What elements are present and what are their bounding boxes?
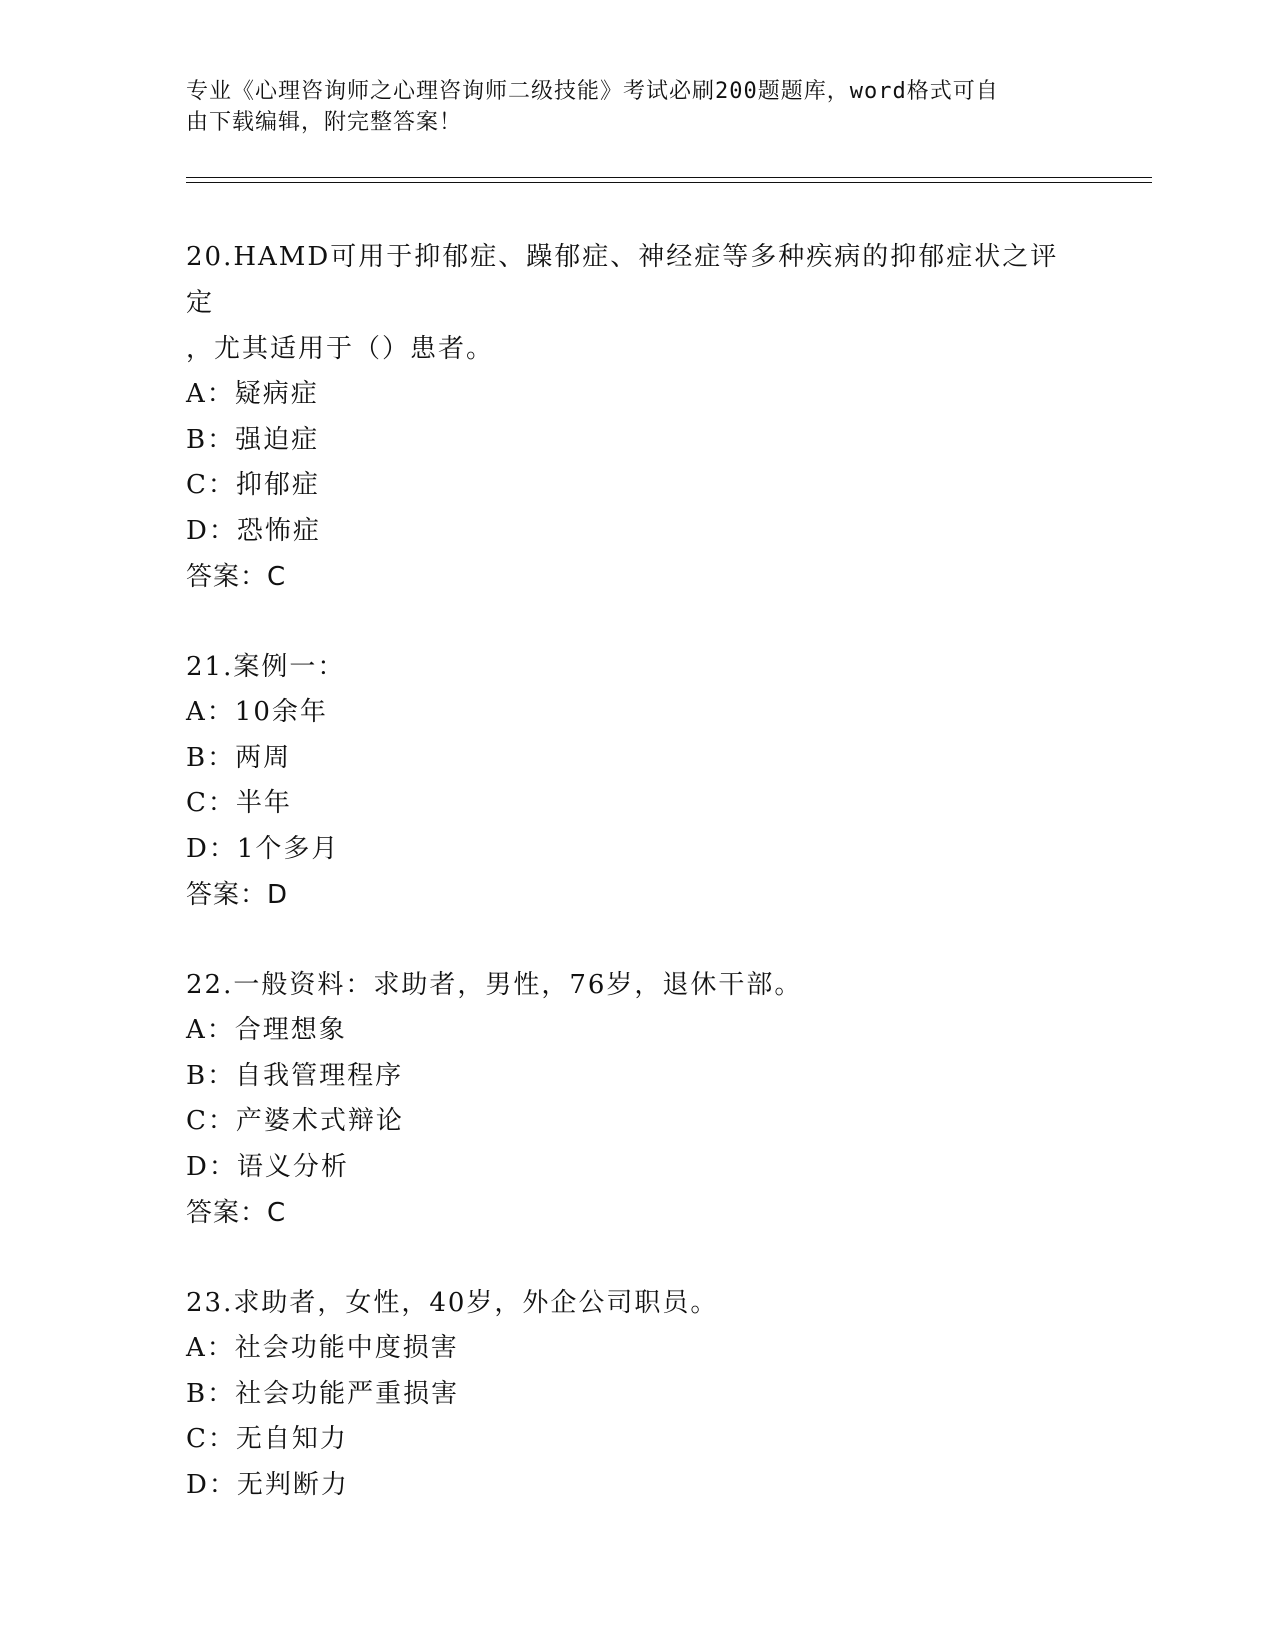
- option-b: B：两周: [186, 742, 292, 773]
- question-list: [186, 234, 1086, 1552]
- question-text-continued: ，尤其适用于（）患者。: [186, 334, 495, 364]
- header-divider-bottom: [186, 182, 1152, 183]
- answer: 答案：C: [186, 1198, 287, 1228]
- option-a: A：10余年: [186, 697, 328, 727]
- question-21: [186, 644, 1086, 918]
- option-c: C：无自知力: [186, 1424, 348, 1454]
- option-d: D：语义分析: [186, 1151, 349, 1182]
- question-20: [186, 234, 1086, 600]
- question-text: 22.一般资料：求助者，男性，76岁，退休干部。: [186, 970, 803, 1000]
- question-text: 20.HAMD可用于抑郁症、躁郁症、神经症等多种疾病的抑郁症状之评定: [186, 242, 1059, 318]
- option-b: B：自我管理程序: [186, 1060, 404, 1091]
- option-a: A：社会功能中度损害: [186, 1333, 459, 1363]
- header-divider-top: [186, 177, 1152, 178]
- header-line-1: 专业《心理咨询师之心理咨询师二级技能》考试必刷200题题库，word格式可自: [186, 79, 999, 104]
- question-23: [186, 1280, 1086, 1508]
- option-d: D：无判断力: [186, 1469, 349, 1500]
- question-22: [186, 962, 1086, 1236]
- option-a: A：合理想象: [186, 1015, 347, 1045]
- option-b: B：社会功能严重损害: [186, 1378, 460, 1409]
- option-c: C：抑郁症: [186, 470, 320, 500]
- header-line-2: 由下载编辑，附完整答案！: [186, 110, 463, 135]
- question-text: 23.求助者，女性，40岁，外企公司职员。: [186, 1288, 719, 1318]
- question-text: 21.案例一：: [186, 652, 346, 682]
- document-header: [186, 76, 1066, 138]
- answer: 答案：C: [186, 562, 287, 592]
- option-b: B：强迫症: [186, 424, 320, 455]
- option-d: D：1个多月: [186, 833, 340, 864]
- option-c: C：半年: [186, 788, 292, 818]
- option-d: D：恐怖症: [186, 515, 321, 546]
- option-a: A：疑病症: [186, 379, 319, 409]
- answer: 答案：D: [186, 880, 289, 910]
- option-c: C：产婆术式辩论: [186, 1106, 404, 1136]
